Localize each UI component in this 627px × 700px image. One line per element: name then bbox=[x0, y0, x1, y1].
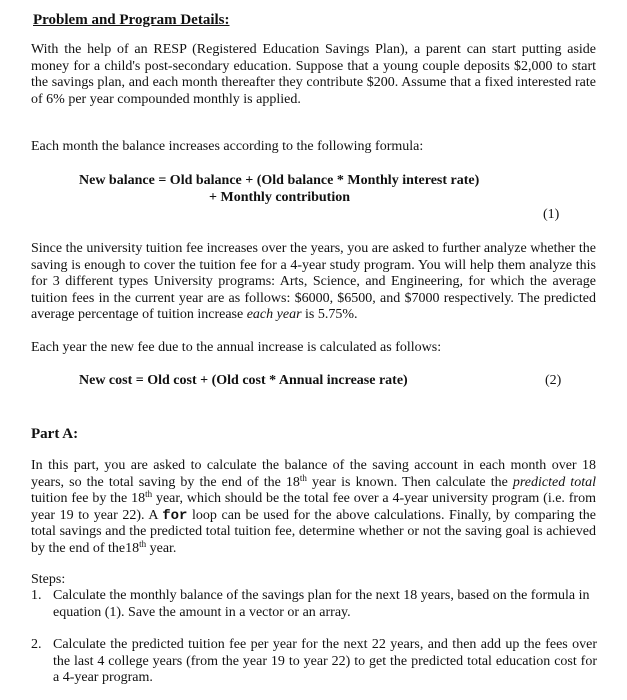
superscript-th: th bbox=[139, 538, 147, 549]
formula-intro-text: Each month the balance increases according to the following formula: bbox=[31, 139, 424, 154]
part-a-text-3: tuition fee by the 18 bbox=[31, 491, 146, 506]
part-a-text-2: year is known. Then calculate the bbox=[306, 474, 513, 490]
part-a-paragraph bbox=[31, 458, 596, 557]
list-item bbox=[31, 588, 597, 621]
equation-number-2: (2) bbox=[545, 373, 562, 388]
code-for-keyword: for bbox=[162, 507, 188, 524]
tuition-text-end: is 5.75%. bbox=[301, 307, 358, 322]
list-item-number: 2. bbox=[31, 637, 42, 652]
formula-2: New cost = Old cost + (Old cost * Annual increase rate) bbox=[79, 373, 408, 388]
cost-formula-intro: Each year the new fee due to the annual increase is calculated as follows: bbox=[31, 340, 442, 355]
part-a-text-1: In this part, you are asked to calculate the balance of the saving account in each month over 18 years, so the total saving by the end of the 18 bbox=[31, 458, 596, 490]
list-item-text: Calculate the predicted tuition fee per year for the next 22 years, and then add up the fees over the last 4 college years (from the year 19 to year 22) to get the predicted total education cost for a 4-year program. bbox=[53, 637, 597, 685]
part-a-text-6: year. bbox=[146, 540, 177, 556]
list-item bbox=[31, 637, 597, 687]
steps-list bbox=[31, 588, 597, 687]
intro-paragraph: With the help of an RESP (Registered Education Savings Plan), a parent can start putting aside money for a child's post-secondary education. Suppose that a young couple deposits $2,000 to start the savings plan, and each month thereafter they contribute $200. Assume that a fixed interested rate of 6% per year compounded monthly is applied. bbox=[31, 42, 596, 107]
tuition-paragraph bbox=[31, 241, 596, 324]
formula-1-line-2: + Monthly contribution bbox=[209, 190, 350, 205]
list-item-text: Calculate the monthly balance of the savings plan for the next 18 years, based on the formula in equation (1). Save the amount in a vector or an array. bbox=[53, 588, 590, 620]
tuition-text: Since the university tuition fee increases over the years, you are asked to further analyze whether the saving is enough to cover the tuition fee for a 4-year study program. You will help them analyze this for 3 different types University programs: Arts, Science, and Engineering, for which the average tuition fees in the current year are as follows: $6000, $6500, and $7000 respectively. The predicted average percentage of tuition increase bbox=[31, 241, 596, 322]
part-a-text-4: year, which should be the total fee over a 4-year university program (i.e. from year 19 to year 22). A bbox=[31, 491, 596, 523]
steps-label: Steps: bbox=[31, 572, 66, 587]
tuition-emphasis: each year bbox=[246, 307, 302, 322]
equation-number-1: (1) bbox=[543, 207, 560, 222]
part-a-heading: Part A: bbox=[31, 426, 79, 442]
formula-1-line-1: New balance = Old balance + (Old balance * Monthly interest rate) bbox=[79, 173, 480, 188]
superscript-th: th bbox=[145, 489, 153, 499]
part-a-emphasis: predicted total bbox=[512, 474, 596, 490]
list-item-number: 1. bbox=[31, 588, 42, 603]
superscript-th: th bbox=[299, 472, 307, 483]
page-title: Problem and Program Details: bbox=[33, 12, 230, 28]
part-a-text-5: loop can be used for the above calculations. Finally, by comparing the total savings and the predicted total tuition fee, determine whether or not the saving goal is achieved by the end of the18 bbox=[31, 507, 596, 556]
